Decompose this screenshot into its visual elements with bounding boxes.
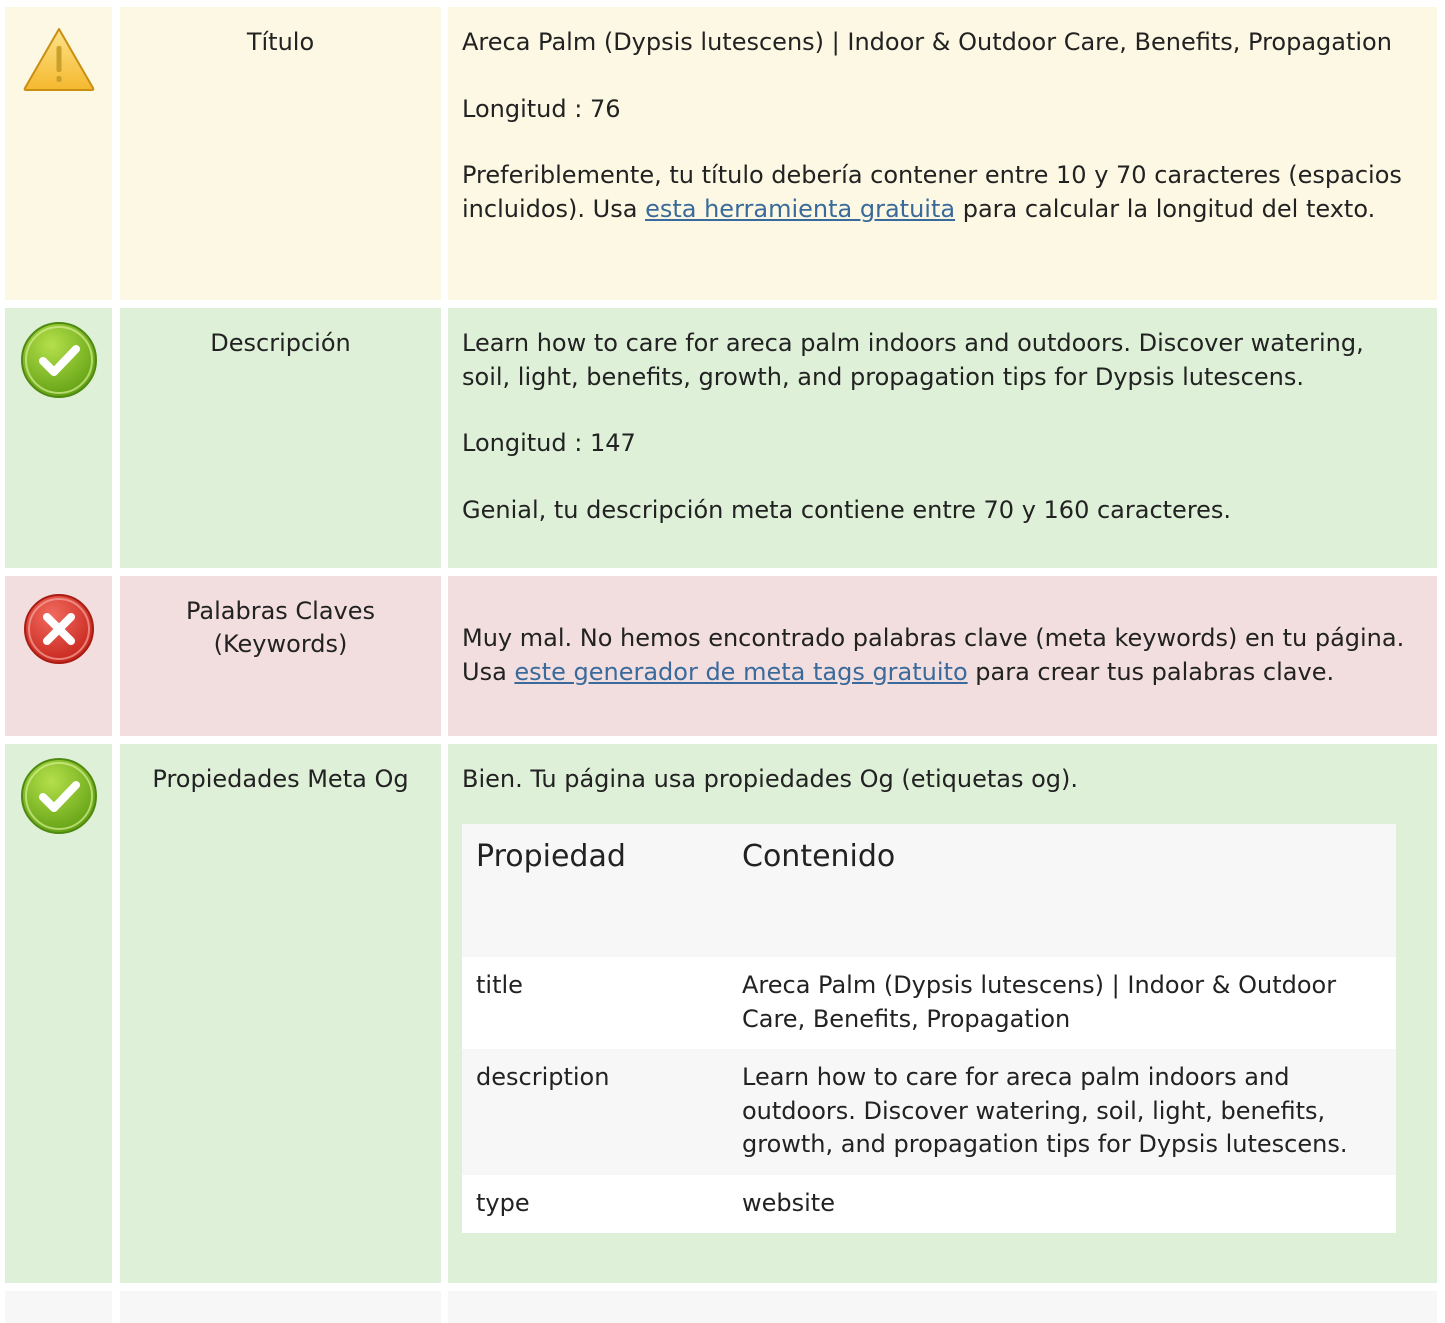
status-cell [5, 1291, 112, 1323]
row-content [448, 744, 1437, 1283]
free-tool-link[interactable]: esta herramienta gratuita [645, 194, 956, 223]
row-label [120, 1291, 441, 1323]
og-properties-table [462, 824, 1396, 1233]
title-advice [462, 159, 1417, 226]
property-cell: title [462, 957, 728, 1049]
error-icon [22, 592, 96, 666]
status-cell [5, 744, 112, 1283]
meta-tag-generator-link[interactable]: este generador de meta tags gratuito [514, 657, 968, 686]
status-cell [5, 308, 112, 568]
og-intro: Bien. Tu página usa propiedades Og (etiquetas og). [462, 765, 1078, 793]
table-row [462, 957, 1396, 1049]
warning-icon [22, 26, 96, 92]
check-icon [19, 320, 99, 400]
row-label: Propiedades Meta Og [120, 744, 441, 1283]
property-cell: type [462, 1175, 728, 1234]
advice-text: para crear tus palabras clave. [967, 657, 1335, 686]
column-header-content: Contenido [728, 824, 1396, 957]
column-header-property: Propiedad [462, 824, 728, 957]
row-label: Descripción [120, 308, 441, 568]
row-content [448, 576, 1437, 736]
description-advice: Genial, tu descripción meta contiene entre 70 y 160 caracteres. [462, 495, 1232, 524]
table-row [462, 1049, 1396, 1175]
title-value: Areca Palm (Dypsis lutescens) | Indoor & Outdoor Care, Benefits, Propagation [462, 28, 1392, 56]
row-content [448, 308, 1437, 568]
content-cell: Learn how to care for areca palm indoors and outdoors. Discover watering, soil, light, benefits, growth, and propagation tips for Dypsis lutescens. [728, 1049, 1396, 1175]
seo-row-next [0, 1291, 1445, 1323]
row-label: Palabras Claves (Keywords) [120, 576, 441, 736]
row-content [448, 7, 1437, 300]
table-row [462, 1175, 1396, 1234]
status-cell [5, 7, 112, 300]
check-icon [19, 756, 99, 836]
seo-row-title [0, 7, 1445, 300]
keywords-advice [462, 622, 1417, 689]
content-cell: Areca Palm (Dypsis lutescens) | Indoor & Outdoor Care, Benefits, Propagation [728, 957, 1396, 1049]
table-header-row [462, 824, 1396, 957]
seo-row-keywords [0, 576, 1445, 736]
content-cell: website [728, 1175, 1396, 1234]
seo-row-description [0, 308, 1445, 568]
row-label: Título [120, 7, 441, 300]
seo-row-og [0, 744, 1445, 1283]
title-length: Longitud : 76 [462, 94, 621, 123]
advice-text: Preferiblemente, tu título debería contener entre 10 y 70 caracteres (espacios incluidos). Usa [462, 161, 1402, 223]
status-cell [5, 576, 112, 736]
row-content [448, 1291, 1437, 1323]
description-value: Learn how to care for areca palm indoors and outdoors. Discover watering, soil, light, benefits, growth, and propagation tips for Dypsis lutescens. [462, 329, 1364, 391]
advice-text: para calcular la longitud del texto. [955, 194, 1376, 223]
description-length: Longitud : 147 [462, 429, 636, 457]
advice-text: Muy mal. No hemos encontrado palabras clave (meta keywords) en tu página. Usa [462, 624, 1405, 686]
property-cell: description [462, 1049, 728, 1175]
